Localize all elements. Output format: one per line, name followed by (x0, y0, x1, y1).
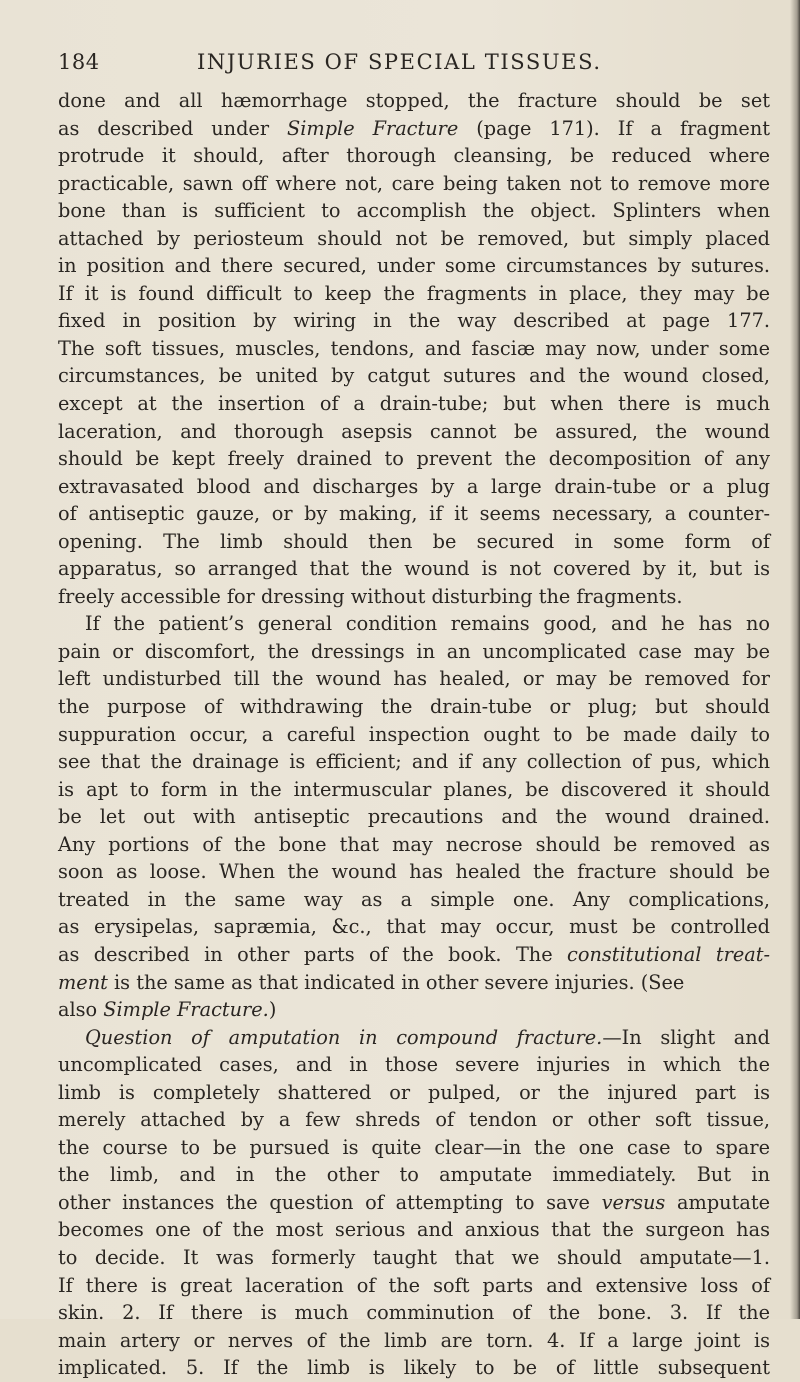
text-segment: soon as loose. When the wound has healed the fracture should be (58, 860, 770, 884)
italic-segment: Simple Fracture (287, 116, 459, 140)
text-line (58, 583, 770, 611)
text-segment: as erysipelas, sapræmia, &c., that may occur, must be controlled (58, 915, 770, 939)
body-text (58, 87, 770, 1382)
text-segment: to decide. It was formerly taught that we should amputate—1. (58, 1245, 770, 1269)
text-segment: fixed in position by wiring in the way described at page 177. (58, 309, 770, 333)
text-segment: —In slight and (602, 1025, 770, 1049)
text-segment: becomes one of the most serious and anxious that the surgeon has (58, 1218, 770, 1242)
text-line (58, 1216, 770, 1244)
text-segment: limb is completely shattered or pulped, or the injured part is (58, 1080, 770, 1104)
text-line (58, 1272, 770, 1300)
text-line (58, 280, 770, 308)
text-line (58, 1079, 770, 1107)
text-segment: If there is great laceration of the soft parts and extensive loss of (58, 1273, 770, 1297)
text-line (58, 665, 770, 693)
text-line (58, 693, 770, 721)
text-line (58, 225, 770, 253)
text-segment: also (58, 998, 104, 1022)
text-segment: in position and there secured, under some circumstances by sutures. (58, 254, 770, 278)
text-line (58, 307, 770, 335)
text-segment: the limb, and in the other to amputate immediately. But in (58, 1163, 770, 1187)
text-segment: left undisturbed till the wound has healed, or may be removed for (58, 667, 770, 691)
page-edge-shadow (790, 0, 800, 1319)
text-segment: is apt to form in the intermuscular planes, be discovered it should (58, 777, 770, 801)
text-line (58, 142, 770, 170)
text-segment: bone than is sufficient to accomplish the object. Splinters when (58, 199, 770, 223)
text-segment: see that the drainage is efficient; and if any collection of pus, which (58, 750, 770, 774)
text-line (58, 500, 770, 528)
text-line (58, 252, 770, 280)
text-segment: (page 171). If a fragment (458, 116, 771, 140)
text-segment: circumstances, be united by catgut sutures and the wound closed, (58, 364, 770, 388)
text-segment: laceration, and thorough asepsis cannot be assured, the wound (58, 419, 770, 443)
text-line (58, 748, 770, 776)
text-segment: extravasated blood and discharges by a large drain-tube or a plug (58, 474, 770, 498)
text-line (58, 886, 770, 914)
text-segment: the purpose of withdrawing the drain-tube or plug; but should (58, 695, 770, 719)
text-segment: opening. The limb should then be secured in some form of (58, 529, 770, 553)
text-segment: merely attached by a few shreds of tendon or other soft tissue, (58, 1108, 770, 1132)
text-segment: skin. 2. If there is much comminution of the bone. 3. If the (58, 1301, 770, 1325)
text-line (58, 1134, 770, 1162)
text-segment: is the same as that indicated in other severe injuries. (See (107, 970, 685, 994)
text-segment: treated in the same way as a simple one. Any complications, (58, 887, 770, 911)
text-line (58, 1051, 770, 1079)
text-line (58, 858, 770, 886)
text-line (58, 197, 770, 225)
text-segment: done and all hæmorrhage stopped, the fracture should be set (58, 89, 770, 112)
italic-segment: ment (58, 970, 108, 994)
text-line (58, 335, 770, 363)
text-line (58, 115, 770, 143)
text-line (58, 721, 770, 749)
text-line (58, 362, 770, 390)
page-number: 184 (58, 50, 100, 74)
text-segment: should be kept freely drained to prevent the decomposition of any (58, 447, 770, 471)
text-segment: practicable, sawn off where not, care being taken not to remove more (58, 171, 770, 195)
text-segment: If the patient’s general condition remains good, and he has no (85, 612, 770, 636)
text-line (58, 776, 770, 804)
text-line (58, 1354, 770, 1382)
text-line (58, 528, 770, 556)
text-line (58, 638, 770, 666)
text-line (58, 170, 770, 198)
text-segment: amputate (665, 1190, 771, 1214)
text-line (58, 418, 770, 446)
text-line (58, 473, 770, 501)
text-line (58, 1189, 770, 1217)
text-line (58, 610, 770, 638)
text-line (58, 969, 770, 997)
italic-segment: versus (601, 1190, 666, 1214)
text-line (58, 1161, 770, 1189)
text-line (58, 1244, 770, 1272)
text-line (58, 1106, 770, 1134)
text-line (58, 996, 770, 1024)
italic-segment: Question of amputation in compound fracture. (85, 1025, 603, 1049)
text-segment: other instances the question of attempting to save (58, 1190, 602, 1214)
text-segment: uncomplicated cases, and in those severe injuries in which the (58, 1053, 770, 1077)
text-line (58, 831, 770, 859)
text-segment: implicated. 5. If the limb is likely to be of little subsequent (58, 1356, 770, 1380)
text-segment: attached by periosteum should not be removed, but simply placed (58, 226, 770, 250)
text-line (58, 445, 770, 473)
text-segment: the course to be pursued is quite clear—in the one case to spare (58, 1135, 770, 1159)
text-segment: except at the insertion of a drain-tube; but when there is much (58, 392, 770, 416)
text-line (58, 913, 770, 941)
text-line (58, 555, 770, 583)
text-line (58, 1299, 770, 1327)
italic-segment: constitutional treat- (567, 942, 770, 966)
text-segment: Any portions of the bone that may necrose should be removed as (58, 832, 770, 856)
text-segment: protrude it should, after thorough cleansing, be reduced where (58, 144, 770, 168)
text-line (58, 803, 770, 831)
italic-segment: Simple Fracture. (103, 998, 269, 1022)
text-line (58, 1327, 770, 1355)
page-heading: INJURIES OF SPECIAL TISSUES. (197, 50, 602, 74)
text-segment: pain or discomfort, the dressings in an uncomplicated case may be (58, 639, 770, 663)
text-segment: main artery or nerves of the limb are torn. 4. If a large joint is (58, 1328, 770, 1352)
text-line (58, 87, 770, 115)
text-segment: The soft tissues, muscles, tendons, and fasciæ may now, under some (58, 336, 770, 360)
text-line (58, 941, 770, 969)
text-segment: as described under (58, 116, 288, 140)
text-segment: be let out with antiseptic precautions and the wound drained. (58, 805, 770, 829)
text-line (58, 1024, 770, 1052)
text-segment: suppuration occur, a careful inspection ought to be made daily to (58, 722, 770, 746)
text-segment: apparatus, so arranged that the wound is not covered by it, but is (58, 557, 770, 581)
text-segment: of antiseptic gauze, or by making, if it seems necessary, a counter- (58, 502, 770, 526)
text-segment: If it is found difficult to keep the fragments in place, they may be (58, 281, 770, 305)
text-segment: freely accessible for dressing without disturbing the fragments. (58, 584, 683, 608)
text-line (58, 390, 770, 418)
text-segment: ) (268, 998, 277, 1022)
running-head (58, 50, 758, 84)
text-segment: as described in other parts of the book. The (58, 942, 568, 966)
